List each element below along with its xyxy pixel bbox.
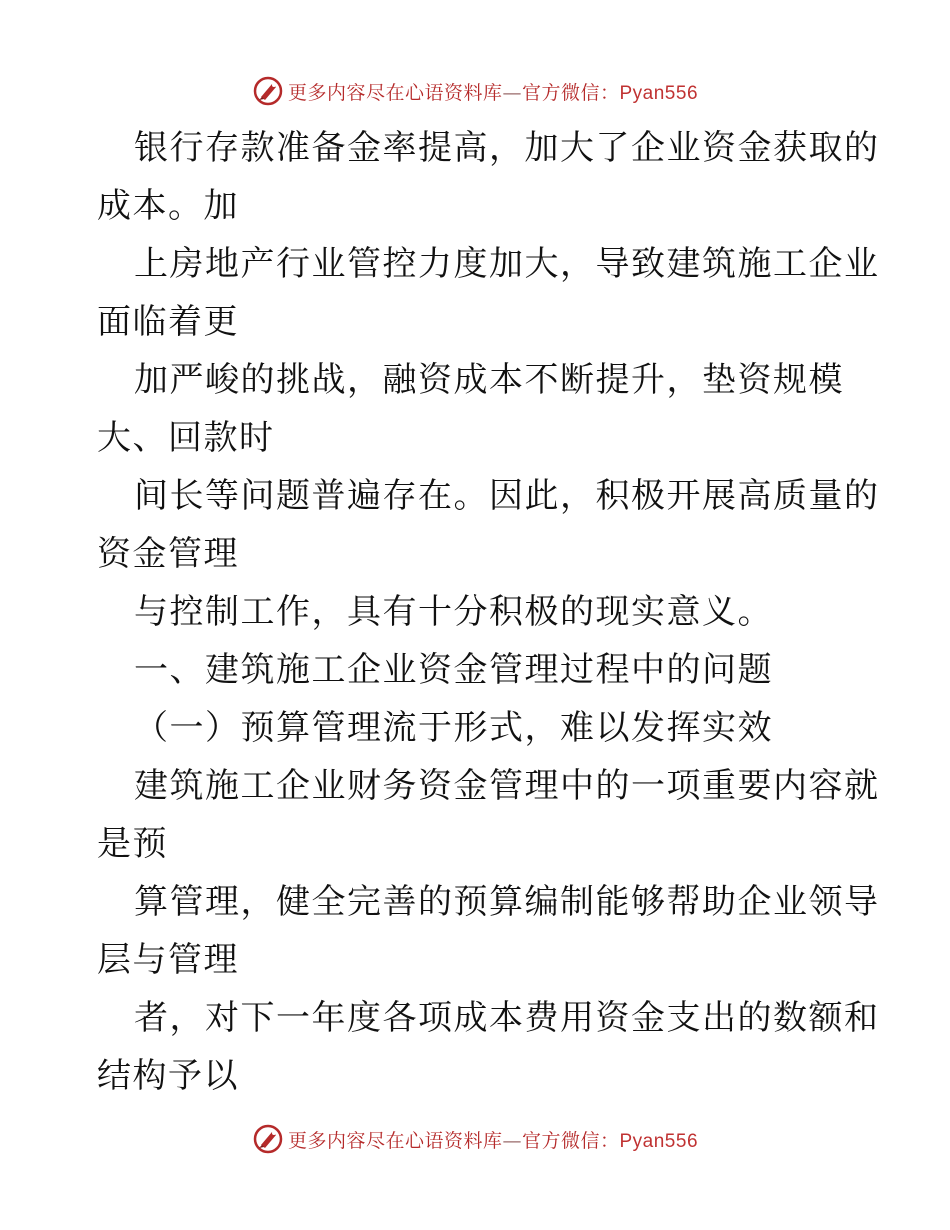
body-line: 面临着更 (97, 302, 239, 342)
body-line: 加严峻的挑战，融资成本不断提升，垫资规模 (134, 360, 844, 400)
body-line: 上房地产行业管控力度加大，导致建筑施工企业 (134, 244, 880, 284)
body-line: 资金管理 (97, 534, 239, 574)
section-heading: 一、建筑施工企业资金管理过程中的问题 (134, 650, 773, 690)
body-line: 建筑施工企业财务资金管理中的一项重要内容就 (134, 766, 880, 806)
watermark-text (288, 78, 698, 105)
body-line: 与控制工作，具有十分积极的现实意义。 (134, 592, 773, 632)
watermark-wechat-label: 官方微信： (521, 1129, 620, 1152)
body-line: 层与管理 (97, 940, 239, 980)
brand-logo-icon (252, 75, 284, 107)
body-line: 是预 (97, 824, 168, 864)
body-line: 大、回款时 (97, 418, 275, 458)
header-watermark (0, 74, 950, 108)
watermark-wechat-id: Pyan556 (619, 82, 699, 104)
watermark-site-text: 更多内容尽在心语资料库 (287, 81, 503, 104)
watermark-site-text: 更多内容尽在心语资料库 (287, 1129, 503, 1152)
subsection-heading: （一）预算管理流于形式，难以发挥实效 (134, 708, 773, 748)
body-line: 间长等问题普遍存在。因此，积极开展高质量的 (134, 476, 880, 516)
footer-watermark (0, 1122, 950, 1156)
body-line: 结构予以 (97, 1056, 239, 1096)
watermark-wechat-label: 官方微信： (521, 81, 620, 104)
body-line: 银行存款准备金率提高，加大了企业资金获取的 (134, 128, 880, 168)
body-line: 成本。加 (97, 186, 239, 226)
body-line: 算管理，健全完善的预算编制能够帮助企业领导 (134, 882, 880, 922)
watermark-text (288, 1126, 698, 1153)
watermark-separator: — (502, 1129, 522, 1152)
watermark-separator: — (502, 81, 522, 104)
watermark-wechat-id: Pyan556 (619, 1130, 699, 1152)
body-line: 者，对下一年度各项成本费用资金支出的数额和 (134, 998, 880, 1038)
brand-logo-icon (252, 1123, 284, 1155)
